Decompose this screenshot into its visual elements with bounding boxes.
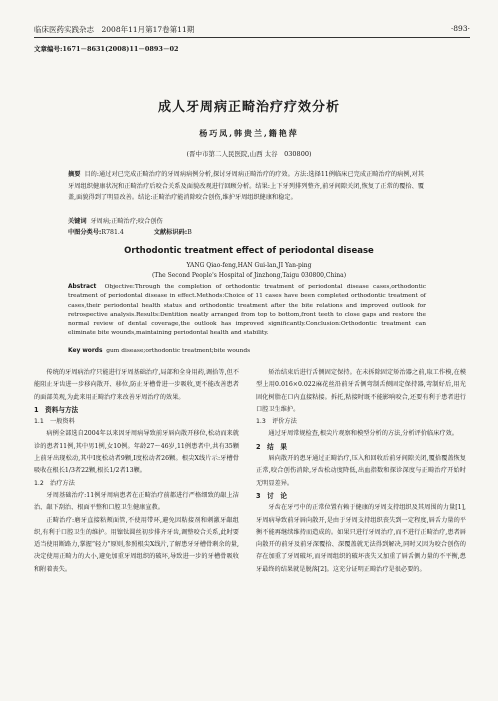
keywords-en-label: Key words [68,348,103,354]
abstract-en-text: Objective:Through the completion of orthodontic treatment of periodontal disease cases,orthodontic treatment of periodontal disease in effect.Methods:Choice of 11 cases have been completed orthodontic treatment of cases,their periodontal health status and orthodontic treatment after the bite relations and improved outlook for retrospective analysis.Results:Dentition neatly arranged from top to bottom,front teeth to close gaps and restore the normal review of dental coverage,the outlook has improved significantly.Conclusion:Orthodontic treatment can eliminate bite wounds,maintaining periodontal health and stability. [68,284,426,337]
journal-info: 临床医药实践杂志 2008年11月第17卷第11期 [34,25,195,34]
abstract-cn-text: 目的:通过对已完成正畸治疗的牙周病病例分析,探讨牙周病正畸治疗的疗效。方法:选择11例临床已完成正畸治疗的病例,对其牙周组织健康状况和正畸治疗后咬合关系及面貌改观进行回顾分析。结果:上下牙列排列整齐,前牙间隙关闭,恢复了正常的覆拾、覆盖,面貌得到了明显改善。结论:正畸治疗能消除咬合创伤,维护牙周组织健康和稳定。 [68,171,424,201]
body-column-right [256,367,466,576]
intro-paragraph: 传统的牙周病治疗只能进行牙周基础治疗,局部和全身用药,调拾等,但不能阻止牙齿进一步移向散开、移位,防止牙槽骨进一步吸收,更不能改善患者的面部美观,为此来用正畸治疗来改善牙周治疗的效果。 [34,369,239,401]
running-header [34,24,470,38]
page-number: ·893· [450,24,470,33]
keywords-cn [68,216,424,228]
body-paragraph: 唇向散开的患牙通过正畸治疗,压入和回收后前牙间隙关闭,覆拾覆盖恢复正常,咬合创伤消除,牙齿松动度降低,出血指数和探诊深度与正畸治疗开始时无明显差异。 [256,455,466,487]
article-title-en: Orthodontic treatment effect of periodontal disease [124,246,374,256]
body-paragraph: 矫治结束后进行舌侧固定保持。在未拆除固定矫治器之前,取工作模,在模型上用0.016×0.022麻花丝沿前牙舌侧弯制舌侧固定保持器,弯制好后,用光固化树脂在口内直接粘接。拆托,粘接时既不能影响咬合,还要有利于患者进行口腔卫生维护。 [256,369,466,413]
section-heading: 1 资料与方法 [34,405,79,414]
subsection-heading: 1.1 一般资料 [34,418,75,426]
section-heading: 2 结 果 [256,442,287,451]
abstract-en [68,283,426,339]
clc-label: 中图分类号: [68,229,102,236]
keywords-en-text: gum disease;orthodontic treatment;bite wounds [106,348,251,354]
clc-code: R781.4 [101,229,124,236]
section-heading: 3 讨 论 [256,491,287,500]
article-number: 文章编号:1671－8631(2008)11－0893－02 [34,45,179,53]
authors-en: YANG Qiao-feng,HAN Gui-lan,JI Yan-ping [186,262,312,269]
body-paragraph: 通过牙周常规检查,根尖片观察和模型分析的方法,分析评价临床疗效。 [268,430,458,438]
doc-code-label: 文献标识码: [153,229,188,236]
authors-cn: 杨巧凤,韩贵兰,籍艳萍 [199,128,299,138]
keywords-en [68,347,426,356]
keywords-cn-label: 关键词 [68,218,87,225]
body-paragraph: 病例全部选自2004年以来因牙周病导致前牙唇向散开移位,松动而来就诊的患者11例,其中男1例,女10例。年龄27～46岁,11例患者中,共有35颗上前牙出现松动,其中Ⅰ度松动者9颗,Ⅰ度松动者26颗。根尖X线片示:牙槽骨吸收在根长1/3者22颗,根长1/2者13颗。 [34,430,239,475]
article-title-cn: 成人牙周病正畸治疗疗效分析 [157,100,340,115]
keywords-cn-text: 牙周病;正畸治疗;咬合创伤 [90,218,163,225]
classification-line [68,227,424,239]
body-column-left [34,367,239,576]
abstract-en-label: Abstract [68,284,97,290]
body-paragraph: 牙齿在牙弓中的正常位置有赖于健康的牙周支持组织及其周围的力量[1],牙周病导致前牙唇向散开,是由于牙周支持组织丧失到一定程度,唇舌力量的平衡不能再继续维持而造成的。如果只进行牙周治疗,而不进行正畸治疗,患者唇向散开的前牙及前牙深覆拾、深覆盖就无法得到解决,同时又因为咬合创伤的存在加重了牙周破坏,而牙周组织的破坏丧失又加重了唇舌侧力量的不平衡,患牙最终的结果就是脱落[2]。这充分证明正畸治疗是很必要的。 [256,504,466,573]
doc-code: B [187,229,192,236]
body-paragraph: 正畸治疗:磨牙直接粘颊面管,不使用带环,避免因粘接剂和刺激牙龈组织,有利于口腔卫生的维护。用镍钛圆丝初步排齐牙齿,调整咬合关系,此时要适当使用断路力,掌握“轻力”原则,参照根尖X线片,了解患牙牙槽骨剩余的量,决定使用正畸力的大小,避免加重牙周组织的破坏,导致进一步的牙槽骨吸收和附着丧失。 [34,516,239,573]
subsection-heading: 1.3 评价方法 [256,418,297,426]
affiliation-en: (The Second People's Hospital of Jinzhong,Taigu 030800,China) [151,272,347,279]
abstract-cn-label: 摘要 [68,171,81,178]
abstract-cn [68,169,424,204]
body-paragraph: 牙周基础治疗:11例牙周病患者在正畸治疗前都进行严格细致的龈上洁治、龈下刮治、根面平整和口腔卫生健康宣教。 [34,491,239,512]
subsection-heading: 1.2 治疗方法 [34,479,75,487]
affiliation-cn: (晋中市第二人民医院,山西 太谷 030800) [186,150,312,158]
